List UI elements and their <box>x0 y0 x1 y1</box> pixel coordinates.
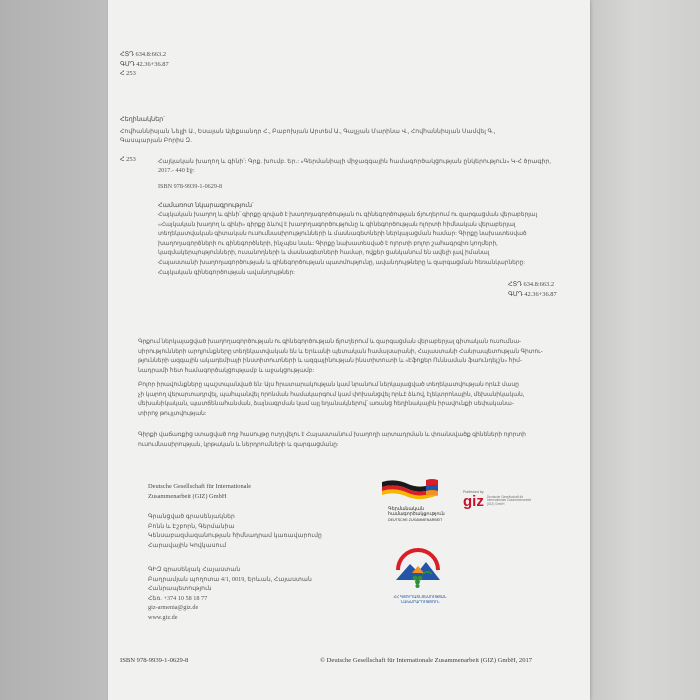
giz-wordmark: giz <box>463 493 484 510</box>
address-line: Հանրապետություն <box>148 585 212 593</box>
authors-line: Գասպարյան Բորիս Զ. <box>120 137 192 144</box>
summary-line: կազմակերպությունների, ուսանողների և մասնագետների համար, ովքեր ցանկանում են ավելի լավ իմանալ <box>158 250 490 257</box>
funding-line: թյունների ազգային ակադեմիայի ինստիտուտների և ազգայինության ինստիտուտի և «Էֆոքեր Ուննաման ֆաունդեյշն» հիմ- <box>138 358 522 365</box>
background-right <box>590 0 700 700</box>
address-line: ԳԻԶ գրասենյակ Հայաստան <box>148 566 241 573</box>
funding-line: Գրքում ներկայացված խաղողագործության ու գինեգործության ճյուղերում և զարգացման վերաբերյալ գիտական ուսումնա- <box>138 339 522 345</box>
rights-paragraph <box>138 381 525 419</box>
giz-caption: Deutsche Gesellschaft für Internationale Zusammenarbeit (GIZ) GmbH <box>486 494 531 507</box>
background-left <box>0 0 108 700</box>
authors-list <box>120 127 495 145</box>
catalog-entry <box>158 157 551 175</box>
proceeds-paragraph <box>138 431 526 450</box>
logo-caption-line: DEUTSCHE ZUSAMMENARBEIT <box>388 517 443 522</box>
office-address <box>148 565 312 623</box>
classification-bbk-right: ԳՄԴ 42.36+36.87 <box>508 290 557 298</box>
call-number: Հ 253 <box>120 156 136 163</box>
publisher-hy-line: Հարավային Կովկասում <box>148 541 227 549</box>
funding-paragraph <box>138 338 543 376</box>
proceeds-line: Գիրքի վաճառքից ստացված ողջ հասույթը ուղղվելու է Հայաստանում խաղողի արտադրման և փռանսվածք գինեների ոլորտի <box>138 432 526 438</box>
footer-copyright: © Deutsche Gesellschaft für Internationale Zusammenarbeit (GIZ) GmbH, 2017 <box>320 657 533 664</box>
publisher-hy-line: Կենսաբազմազանության հիմնադրամ կառավարումը <box>148 532 322 539</box>
german-cooperation-logo <box>380 476 450 526</box>
address-line: Հեռ. +374 10 58 18 77 <box>148 594 208 602</box>
publisher-hy-line: Բոնն և Էշբորն, Գերմանիա <box>148 522 235 530</box>
summary-line: Հայկական գինեգործության ավանդույթներ: <box>158 269 295 276</box>
footer-isbn: ISBN 978-9939-1-0629-8 <box>120 657 189 664</box>
summary-paragraph <box>158 211 538 278</box>
publisher-en <box>148 482 251 501</box>
ministry-agriculture-logo <box>390 540 460 612</box>
rights-line: Բոլոր իրավունքները պաշտպանված են: Այս հրատարակության կամ նրանում ներկայացված տեղեկատվության որևէ մասը <box>138 382 519 388</box>
classification-author-mark: Հ 253 <box>120 70 136 77</box>
summary-line: Հայաստանի խաղողագործության և գինեգործության պատմությունը, ավանդույթները և զարգացման հեռանկարները: <box>158 259 526 266</box>
publisher-en-line: Zusammenarbeit (GIZ) GmbH <box>148 492 227 500</box>
address-line: Բաղրամյան պողոտա 4/1, 0019, Երևան, Հայաստան <box>148 575 312 583</box>
catalog-isbn: ISBN 978-9939-1-0629-8 <box>158 183 223 190</box>
logo-caption-line: Գերմանական <box>388 507 424 512</box>
catalog-line: Հայկական խաղող և գինի՛: Գրք. խումբ. Եր.: «Գերմանիայի միջազգային համագործակցության ընկերություն» Կ-Հ ծրագիր, <box>158 158 551 165</box>
funding-line: սիրությունների արդյունքները տեղեկատվական են և Երևանի պետական համալսարանի, Հայաստանի Հանրապետության Գիտու- <box>138 348 543 355</box>
publisher-hy <box>148 512 322 550</box>
classification-bbk: ԳՄԴ 42.36+36.87 <box>120 60 169 68</box>
proceeds-line: ուսումնասիրության, կրթական և ներդրումների և զարգացմանը: <box>138 441 339 448</box>
publisher-hy-line: Գրանցված գրասենյակներ <box>148 513 235 520</box>
email-link[interactable]: giz-armenia@giz.de <box>148 604 199 612</box>
summary-heading: Համառոտ նկարագրություն՝ <box>158 202 254 209</box>
rights-line: չի կարող վերարտադրվել, պահպանվել որոնման համակարգում կամ փոխանցվել որևէ ձևով, էլեկտրոնային, մեխանիկական, <box>138 391 525 398</box>
summary-line: Հայկական խաղող և գինի՛ գիրքը գրված է խաղողագործության ու գինեգործության ճյուղերում ու զարգացման վերաբերյալ <box>158 212 538 218</box>
authors-line: Հովհաննիսյան Նելլի Ա., Եսայան Ալեքսանդր Հ., Բաբոխյան Արտեմ Ա., Գալչյան Մարինա Վ., Հովհաննիսյան Սամվել Գ., <box>120 128 496 135</box>
rights-line: տիրոջ թույլտվության: <box>138 410 207 417</box>
classification-udc-right: ՀՏԴ 634.8:663.2 <box>508 281 555 288</box>
summary-line: խաղողագործների ու գինեգործների, ինչպես նաև: Գիրքը նախատեսված է ոլորտի բոլոր շահագրգիռ կողմերի, <box>158 240 498 247</box>
book-page <box>108 0 590 700</box>
classification-udc: ՀՏԴ 634.8:663.2 <box>120 51 167 58</box>
authors-heading: Հեղինակներ՝ <box>120 116 165 123</box>
summary-line: տեղեկատվական գիտական ուսումնասիրությունների և մասնագետների ներկայացման համար: Գիրքը նախատեսված <box>158 231 527 238</box>
flag-ribbon-icon <box>380 476 440 500</box>
classification-block-right <box>508 280 557 299</box>
summary-line: «Հայկական խաղող և գինի» գիրքը ձևով է խաղողագործությունը և գինեգործության ոլորտի հիմնական վերաբերյալ <box>158 221 516 228</box>
giz-logo <box>463 490 543 520</box>
funding-line: նադրամի հետ համագործակցությամբ և աջակցությամբ: <box>138 367 315 374</box>
ministry-caption-line: ՀՀ ԳՅՈՒՂԱՏՆՏԵՍՈՒԹՅԱՆ <box>393 595 447 599</box>
website-link[interactable]: www.giz.de <box>148 613 178 621</box>
logo-caption-line: համագործակցություն <box>388 512 445 518</box>
giz-published-by: Published by <box>463 490 484 494</box>
ministry-caption-line: ՆԱԽԱՐԱՐՈՒԹՅՈՒՆ <box>400 599 440 604</box>
mountain-vine-emblem-icon <box>390 540 446 590</box>
publisher-en-line: Deutsche Gesellschaft für Internationale <box>148 483 252 490</box>
classification-block-top <box>120 50 169 79</box>
catalog-line: 2017.- 440 էջ: <box>158 167 195 174</box>
rights-line: մեխանիկական, պատճենահանման, ձայնագրման կամ այլ եղանակներով՝ առանց հեղինակային իրավունքի սեփականա- <box>138 401 514 408</box>
